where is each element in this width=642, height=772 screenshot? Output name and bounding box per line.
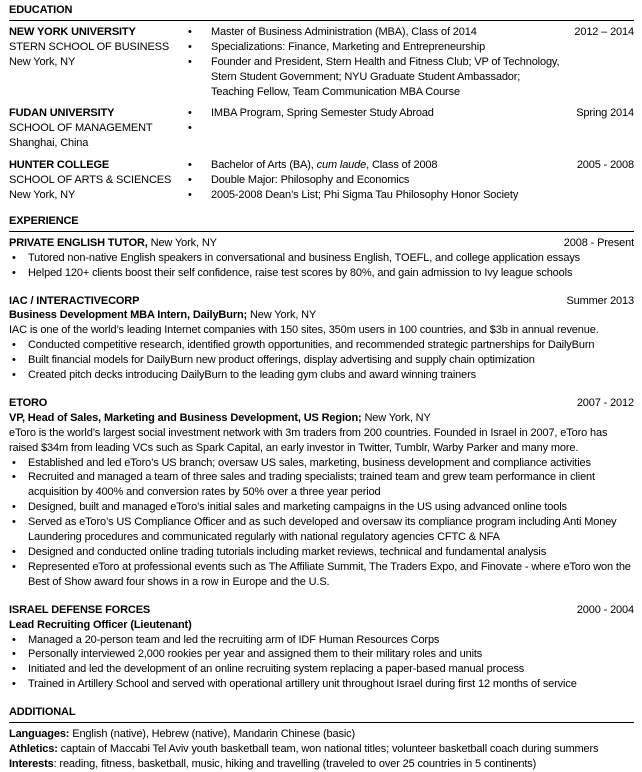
bullet-marker: • <box>188 122 192 135</box>
bullet-text: Master of Business Administration (MBA), Class of 2014 <box>211 25 477 38</box>
education-entry-details <box>185 25 560 100</box>
experience-section <box>9 214 634 692</box>
job-role <box>9 411 634 426</box>
bullet-text: Managed a 20-person team and led the recruiting arm of IDF Human Resources Corps <box>28 633 440 646</box>
bullet-item <box>185 40 560 55</box>
bullet-text <box>211 158 560 173</box>
bullet-item <box>185 158 560 173</box>
degree-honors-italic: cum laude <box>316 159 367 172</box>
bullet-text: Served as eToro’s US Compliance Officer and as such developed and oversaw its compliance program including Anti Money Laundering procedures and communicated regularly with national regulatory agencies CFTC & NFA <box>28 516 617 544</box>
job-name: IAC / INTERACTIVECORP <box>9 294 140 307</box>
additional-label: Languages: <box>9 728 70 741</box>
bullet-marker: • <box>188 40 192 53</box>
bullet-text: IMBA Program, Spring Semester Study Abroad <box>211 107 434 120</box>
job-entry-etoro <box>9 396 634 590</box>
education-entry-hunter <box>9 158 634 203</box>
bullet-marker: • <box>12 501 16 514</box>
date-range: 2005 - 2008 <box>576 159 634 172</box>
education-entry-details <box>185 106 560 151</box>
job-date: Summer 2013 <box>566 294 634 307</box>
bullet-item <box>9 515 634 545</box>
bullet-marker: • <box>12 456 16 469</box>
bullet-text: Designed, built and managed eToro’s initial sales and marketing campaigns in the US using advanced online tools <box>28 501 567 514</box>
section-header-additional: ADDITIONAL <box>9 705 634 723</box>
bullet-marker: • <box>188 174 192 187</box>
company-description: IAC is one of the world’s leading Internet companies with 150 sites, 350m users in 100 countries, and $3b in annual revenue. <box>9 324 599 337</box>
job-name: ETORO <box>9 396 48 409</box>
bullet-text: Recruited and managed a team of three sales and trading specialists; trained team and grew team performance in client acquisition by 400% and conversion rates by 50% over a three year period <box>28 471 595 499</box>
section-header-education: EDUCATION <box>9 3 634 21</box>
bullet-marker: • <box>12 266 16 279</box>
bullet-item <box>9 251 634 266</box>
job-role-location: New York, NY <box>247 309 317 322</box>
date-range: Spring 2014 <box>576 107 634 120</box>
job-role-title: Lead Recruiting Officer (Lieutenant) <box>9 618 192 631</box>
bullet-marker: • <box>12 663 16 676</box>
bullet-text: Specializations: Finance, Marketing and Entrepreneurship <box>211 40 486 53</box>
bullet-marker: • <box>188 188 192 201</box>
additional-text: captain of Maccabi Tel Aviv youth basketball team, won national titles; volunteer basketball coach during summers <box>57 742 599 755</box>
additional-text: English (native), Hebrew (native), Mandarin Chinese (basic) <box>69 728 356 741</box>
institution-location: New York, NY <box>9 55 76 68</box>
bullet-text: Represented eToro at professional events such as The Affiliate Summit, The Traders Expo, and Finovate - where eToro won the Best of Show award four shows in a row in Europe and the U.S. <box>28 560 631 588</box>
job-title <box>9 603 150 618</box>
institution-name: NEW YORK UNIVERSITY <box>9 25 136 38</box>
bullet-text: Double Major: Philosophy and Economics <box>211 174 410 187</box>
institution-name: HUNTER COLLEGE <box>9 159 110 172</box>
bullet-text: Built financial models for DailyBurn new product offerings, display advertising and supply chain optimization <box>28 354 535 367</box>
bullet-text: Helped 120+ clients boost their self confidence, raise test scores by 80%, and gain admission to Ivy league schools <box>28 266 573 279</box>
bullet-text: Tutored non-native English speakers in conversational and business English, TOEFL, and college application essays <box>28 251 581 264</box>
job-entry-idf <box>9 603 634 692</box>
job-role <box>9 308 634 323</box>
job-name: ISRAEL DEFENSE FORCES <box>9 603 151 616</box>
bullet-item <box>185 55 560 100</box>
bullet-item <box>9 500 634 515</box>
bullet-item <box>9 677 634 692</box>
bullet-item <box>9 338 634 353</box>
institution-location: Shanghai, China <box>9 137 89 150</box>
bullet-text: Trained in Artillery School and served with operational artillery unit throughout Israel during first 12 months of service <box>28 678 577 691</box>
job-date: 2000 - 2004 <box>576 603 634 616</box>
job-entry-iac <box>9 294 634 383</box>
job-location: New York, NY <box>147 236 217 249</box>
school-name: SCHOOL OF MANAGEMENT <box>9 122 153 135</box>
bullet-marker: • <box>12 648 16 661</box>
bullet-text: 2005-2008 Dean’s List; Phi Sigma Tau Philosophy Honor Society <box>211 188 519 201</box>
job-header <box>9 396 634 411</box>
bullet-item <box>9 560 634 590</box>
date-range: 2012 – 2014 <box>574 25 634 38</box>
bullet-marker: • <box>12 339 16 352</box>
additional-label: Athletics: <box>9 742 58 755</box>
additional-line-interests <box>9 757 634 772</box>
bullet-text: Personally interviewed 2,000 rookies per year and assigned them to their military roles and units <box>28 648 483 661</box>
bullet-marker: • <box>12 560 16 573</box>
bullet-item <box>9 368 634 383</box>
bullet-item-empty <box>185 121 560 136</box>
additional-line-languages <box>9 727 634 742</box>
bullet-item <box>185 188 560 203</box>
bullet-marker: • <box>12 633 16 646</box>
bullet-item <box>185 173 560 188</box>
bullet-item <box>9 353 634 368</box>
education-entry-nyu <box>9 25 634 100</box>
bullet-text: Founder and President, Stern Health and Fitness Club; VP of Technology, Stern Student Government; NYU Graduate Student Ambassador; Teaching Fellow, Team Communication MBA Course <box>211 55 560 98</box>
section-header-experience: EXPERIENCE <box>9 214 634 232</box>
education-entry-left-column <box>9 158 185 203</box>
education-entry-details <box>185 158 560 203</box>
job-entry-private-tutor <box>9 236 634 281</box>
education-entry-fudan <box>9 106 634 151</box>
additional-text: : reading, fitness, basketball, music, hiking and travelling (traveled to over 25 countries in 5 continents) <box>53 757 537 770</box>
additional-section <box>9 705 634 772</box>
education-section <box>9 3 634 203</box>
job-name: PRIVATE ENGLISH TUTOR, <box>9 236 148 249</box>
bullet-marker: • <box>12 516 16 529</box>
bullet-marker: • <box>12 369 16 382</box>
job-title <box>9 236 217 251</box>
job-role-location: New York, NY <box>361 411 431 424</box>
job-date: 2007 - 2012 <box>576 396 634 409</box>
job-header <box>9 294 634 309</box>
additional-line-athletics <box>9 742 634 757</box>
bullet-item <box>9 456 634 471</box>
degree-text: , Class of 2008 <box>366 159 438 172</box>
institution-location: New York, NY <box>9 188 76 201</box>
job-title <box>9 396 47 411</box>
bullet-text: Conducted competitive research, identified growth opportunities, and recommended strategic partnerships for DailyBurn <box>28 339 595 352</box>
company-description: eToro is the world’s largest social investment network with 3m traders from 200 countries. Founded in Israel in 2007, eToro has raised $34m from leading VCs such as Spark Capital, an early investor in Twitter, Tumblr, Warby Parker and many more. <box>9 426 608 454</box>
bullet-item <box>9 266 634 281</box>
bullet-marker: • <box>12 471 16 484</box>
bullet-marker: • <box>188 159 192 172</box>
job-title <box>9 294 139 309</box>
bullet-item <box>185 25 560 40</box>
bullet-text: Initiated and led the development of an online recruiting system replacing a paper-based manual process <box>28 663 525 676</box>
bullet-marker: • <box>12 354 16 367</box>
bullet-item <box>9 470 634 500</box>
bullet-text: Established and led eToro’s US branch; oversaw US sales, marketing, business development and compliance activities <box>28 456 591 469</box>
additional-label: Interests <box>9 757 54 770</box>
bullet-item <box>9 633 634 648</box>
bullet-marker: • <box>188 25 192 38</box>
bullet-item <box>185 106 560 121</box>
bullet-item <box>9 545 634 560</box>
school-name: SCHOOL OF ARTS & SCIENCES <box>9 174 172 187</box>
bullet-text: Designed and conducted online trading tutorials including market reviews, technical and fundamental analysis <box>28 546 547 558</box>
education-entry-left-column <box>9 106 185 151</box>
education-entry-left-column <box>9 25 185 100</box>
school-name: STERN SCHOOL OF BUSINESS <box>9 40 170 53</box>
institution-name: FUDAN UNIVERSITY <box>9 107 115 120</box>
bullet-item <box>9 662 634 677</box>
job-date: 2008 - Present <box>563 236 634 249</box>
job-role <box>9 618 634 633</box>
degree-text: Bachelor of Arts (BA), <box>211 159 317 172</box>
job-header <box>9 603 634 618</box>
job-header <box>9 236 634 251</box>
job-role-title: Business Development MBA Intern, DailyBurn; <box>9 309 248 322</box>
job-role-title: VP, Head of Sales, Marketing and Business Development, US Region; <box>9 411 362 424</box>
bullet-marker: • <box>12 678 16 691</box>
bullet-item <box>9 647 634 662</box>
bullet-marker: • <box>188 107 192 120</box>
bullet-marker: • <box>12 546 16 558</box>
bullet-marker: • <box>12 251 16 264</box>
bullet-marker: • <box>188 55 192 68</box>
bullet-text: Created pitch decks introducing DailyBurn to the leading gym clubs and award winning trainers <box>28 369 477 382</box>
